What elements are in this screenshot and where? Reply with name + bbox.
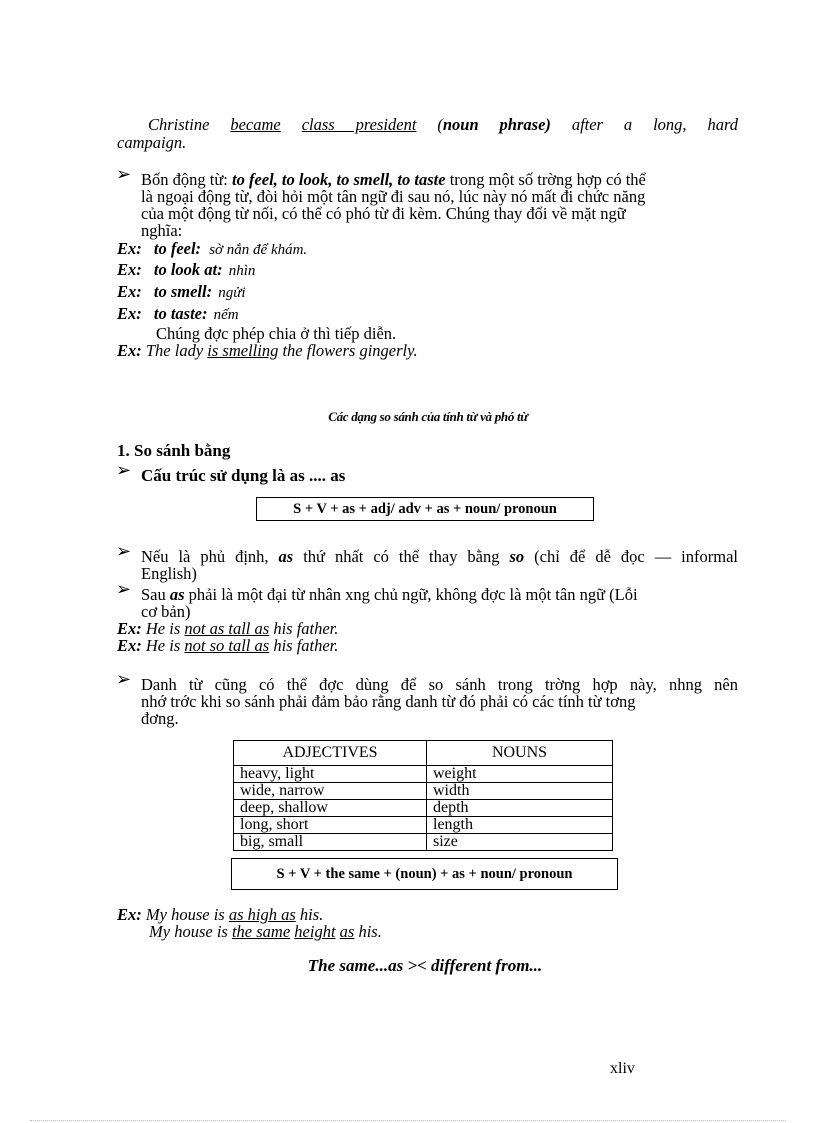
four-verbs-line-2: là ngoại động từ, đòi hỏi một tân ngữ đi sau nó, lúc này nó mất đi chức năng [141, 187, 646, 206]
table-cell: length [427, 817, 613, 834]
table-row [234, 834, 613, 851]
four-verbs-line-4: nghĩa: [141, 221, 183, 240]
space [281, 115, 302, 134]
table-cell: weight [427, 766, 613, 783]
after-as-line-2: cơ bản) [141, 602, 191, 621]
table-header-row [234, 741, 613, 766]
formula-as-as: S + V + as + adj/ adv + as + noun/ pronoun [256, 497, 594, 521]
verb: to smell: [153, 282, 213, 301]
noun-bullet-line-2: nhớ trớc khi so sánh phải đảm bảo rằng danh từ đó phải có các tính từ tơng [141, 692, 636, 711]
arrow-bullet-icon: ➢ [116, 164, 132, 185]
intro-line-2: campaign. [117, 133, 187, 152]
text: his. [354, 922, 382, 941]
structure-bullet: Cấu trúc sử dụng là as .... as [141, 466, 346, 485]
text: He is [141, 636, 185, 655]
underlined: the same [231, 922, 291, 941]
meaning: ngửi [218, 285, 246, 301]
table-row [234, 800, 613, 817]
text: My house is [149, 922, 232, 941]
text: (chỉ để dễ đọc — informal [524, 547, 738, 566]
underlined: not so tall as [184, 636, 270, 655]
table-cell: heavy, light [234, 766, 427, 783]
text: Bốn động từ: [141, 170, 232, 189]
table-header-adjectives: ADJECTIVES [234, 741, 427, 766]
text: the flowers gingerly. [278, 341, 418, 360]
ex-father-2 [117, 637, 338, 654]
underlined: is smelling [207, 341, 279, 360]
ex-label: Ex: [117, 341, 142, 360]
verb: to feel: [153, 239, 202, 258]
ex-label: Ex: [117, 304, 142, 323]
table-cell: wide, narrow [234, 783, 427, 800]
ex-label: Ex: [117, 282, 142, 301]
intro-text: Christine [148, 115, 231, 134]
arrow-bullet-icon: ➢ [116, 460, 132, 481]
intro-line-1 [148, 116, 738, 133]
formula-the-same-as: S + V + the same + (noun) + as + noun/ pronoun [231, 858, 618, 890]
meaning: nếm [213, 307, 239, 323]
table-header-nouns: NOUNS [427, 741, 613, 766]
adjective-noun-table [233, 740, 613, 851]
underlined: not as tall as [184, 619, 270, 638]
as-bold: as [278, 547, 294, 566]
verb-example-2 [117, 261, 255, 280]
text: Sau [141, 585, 170, 604]
ex-house-2 [149, 923, 382, 940]
verb-example-1 [117, 240, 307, 259]
verb-example-4 [117, 305, 239, 324]
text: his father. [269, 619, 339, 638]
ex-lady [117, 342, 418, 359]
heading-so-sanh-bang: 1. So sánh bằng [117, 441, 231, 460]
text: The lady [141, 341, 208, 360]
intro-text: ( [416, 115, 443, 134]
verb: to look at: [153, 260, 223, 279]
text: phải là một đại từ nhân xng chủ ngữ, không đợc là một tân ngữ (Lỗi [184, 585, 638, 604]
table-row [234, 783, 613, 800]
ex-label: Ex: [117, 619, 142, 638]
negative-bullet-line-1 [141, 548, 738, 565]
underlined: as high as [228, 905, 296, 924]
four-verbs-line-3: của một động từ nối, có thể có phó từ đi kèm. Chúng thay đổi về mặt ngữ [141, 204, 626, 223]
text: his. [295, 905, 324, 924]
arrow-bullet-icon: ➢ [116, 541, 132, 562]
verb-example-3 [117, 283, 246, 302]
ex-label: Ex: [117, 905, 142, 924]
text: his father. [269, 636, 339, 655]
arrow-bullet-icon: ➢ [116, 669, 132, 690]
page-bottom-divider [30, 1120, 786, 1121]
underlined: height [294, 922, 336, 941]
table-cell: deep, shallow [234, 800, 427, 817]
meaning: sờ nắn để khám. [209, 242, 308, 258]
table-cell: big, small [234, 834, 427, 851]
ex-label: Ex: [117, 636, 142, 655]
noun-bullet-line-1: Danh từ cũng có thể đợc dùng để so sánh trong trờng hợp này, nhng nên [141, 675, 738, 694]
table-row [234, 766, 613, 783]
text: Nếu là phủ định, [141, 547, 279, 566]
text: thứ nhất có thể thay bằng [293, 547, 510, 566]
meaning: nhìn [228, 263, 256, 279]
table-cell: depth [427, 800, 613, 817]
so-bold: so [509, 547, 525, 566]
intro-noun-phrase: noun phrase) [442, 115, 551, 134]
arrow-bullet-icon: ➢ [116, 579, 132, 600]
section-title: Các dạng so sánh của tính từ và phó từ [328, 409, 528, 424]
as-bold: as [169, 585, 185, 604]
noun-bullet-line-3: đơng. [141, 709, 179, 728]
table-cell: long, short [234, 817, 427, 834]
intro-underline-class-president: class president [301, 115, 417, 134]
table-cell: width [427, 783, 613, 800]
table-row [234, 817, 613, 834]
ex-label: Ex: [117, 239, 142, 258]
text: My house is [141, 905, 229, 924]
ex-house-1 [117, 906, 323, 923]
after-as-line-1 [141, 586, 638, 603]
page-number: xliv [610, 1060, 635, 1077]
intro-underline-became: became [230, 115, 281, 134]
verbs-bold: to feel, to look, to smell, to taste [232, 170, 446, 189]
text: He is [141, 619, 185, 638]
intro-text: after a long, hard [550, 115, 739, 134]
same-as-note: The same...as >< different from... [307, 956, 543, 975]
text: trong một số trờng hợp có thể [445, 170, 646, 189]
table-cell: size [427, 834, 613, 851]
negative-bullet-line-2: English) [141, 564, 197, 583]
ex-father-1 [117, 620, 338, 637]
four-verbs-line-1 [141, 171, 646, 188]
continuous-note: Chúng đợc phép chia ở thì tiếp diễn. [156, 324, 397, 343]
underlined: as [339, 922, 355, 941]
ex-label: Ex: [117, 260, 142, 279]
verb: to taste: [153, 304, 208, 323]
